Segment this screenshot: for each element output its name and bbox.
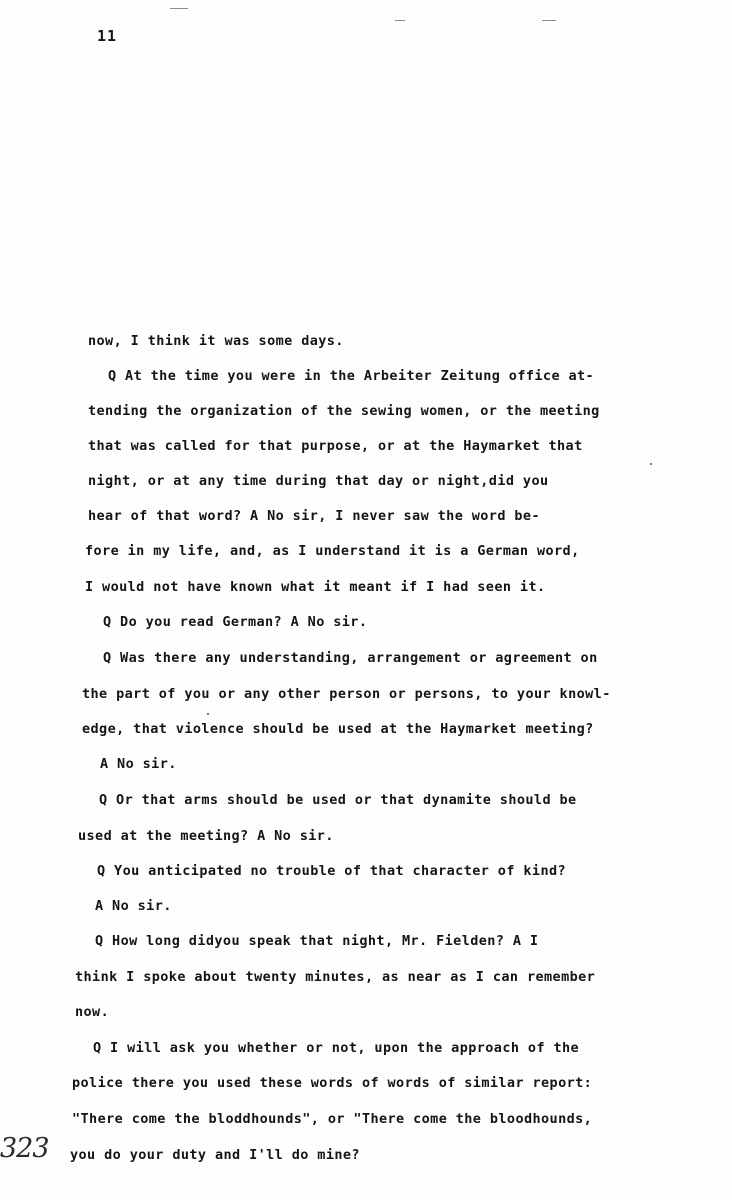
text-line: hear of that word? A No sir, I never saw the word be- [88, 508, 540, 524]
text-line: Q Was there any understanding, arrangement or agreement on [103, 650, 598, 666]
paper-speck [207, 713, 209, 715]
text-line: think I spoke about twenty minutes, as near as I can remember [75, 969, 596, 985]
text-line: the part of you or any other person or persons, to your knowl- [82, 686, 611, 702]
text-line: Q Do you read German? A No sir. [103, 614, 368, 630]
text-line: "There come the bloddhounds", or "There come the bloodhounds, [72, 1111, 593, 1127]
top-edge-mark [170, 8, 188, 9]
text-line: police there you used these words of words of similar report: [72, 1075, 593, 1091]
text-line: Q You anticipated no trouble of that character of kind? [97, 863, 567, 879]
text-line: A No sir. [95, 898, 172, 914]
text-line: tending the organization of the sewing women, or the meeting [88, 403, 600, 419]
text-line: A No sir. [100, 756, 177, 772]
text-line: used at the meeting? A No sir. [78, 828, 334, 844]
text-line: now. [75, 1004, 110, 1020]
text-line: edge, that violence should be used at the Haymarket meeting? [82, 721, 594, 737]
handwritten-page-number: 323 [0, 1133, 49, 1164]
text-line: night, or at any time during that day or night,did you [88, 473, 549, 489]
top-edge-mark [395, 20, 405, 21]
paper-speck [650, 463, 652, 465]
text-line: that was called for that purpose, or at the Haymarket that [88, 438, 583, 454]
text-line: fore in my life, and, as I understand it is a German word, [85, 543, 580, 559]
text-line: you do your duty and I'll do mine? [70, 1147, 360, 1163]
text-line: I would not have known what it meant if I had seen it. [85, 579, 546, 595]
text-line: Q I will ask you whether or not, upon the approach of the [93, 1040, 580, 1056]
text-line: now, I think it was some days. [88, 333, 344, 349]
text-line: Q How long didyou speak that night, Mr. Fielden? A I [95, 933, 539, 949]
text-line: Q At the time you were in the Arbeiter Zeitung office at- [108, 368, 595, 384]
text-line: Q Or that arms should be used or that dynamite should be [99, 792, 577, 808]
top-edge-mark [542, 20, 556, 21]
page-number: 11 [97, 27, 118, 45]
